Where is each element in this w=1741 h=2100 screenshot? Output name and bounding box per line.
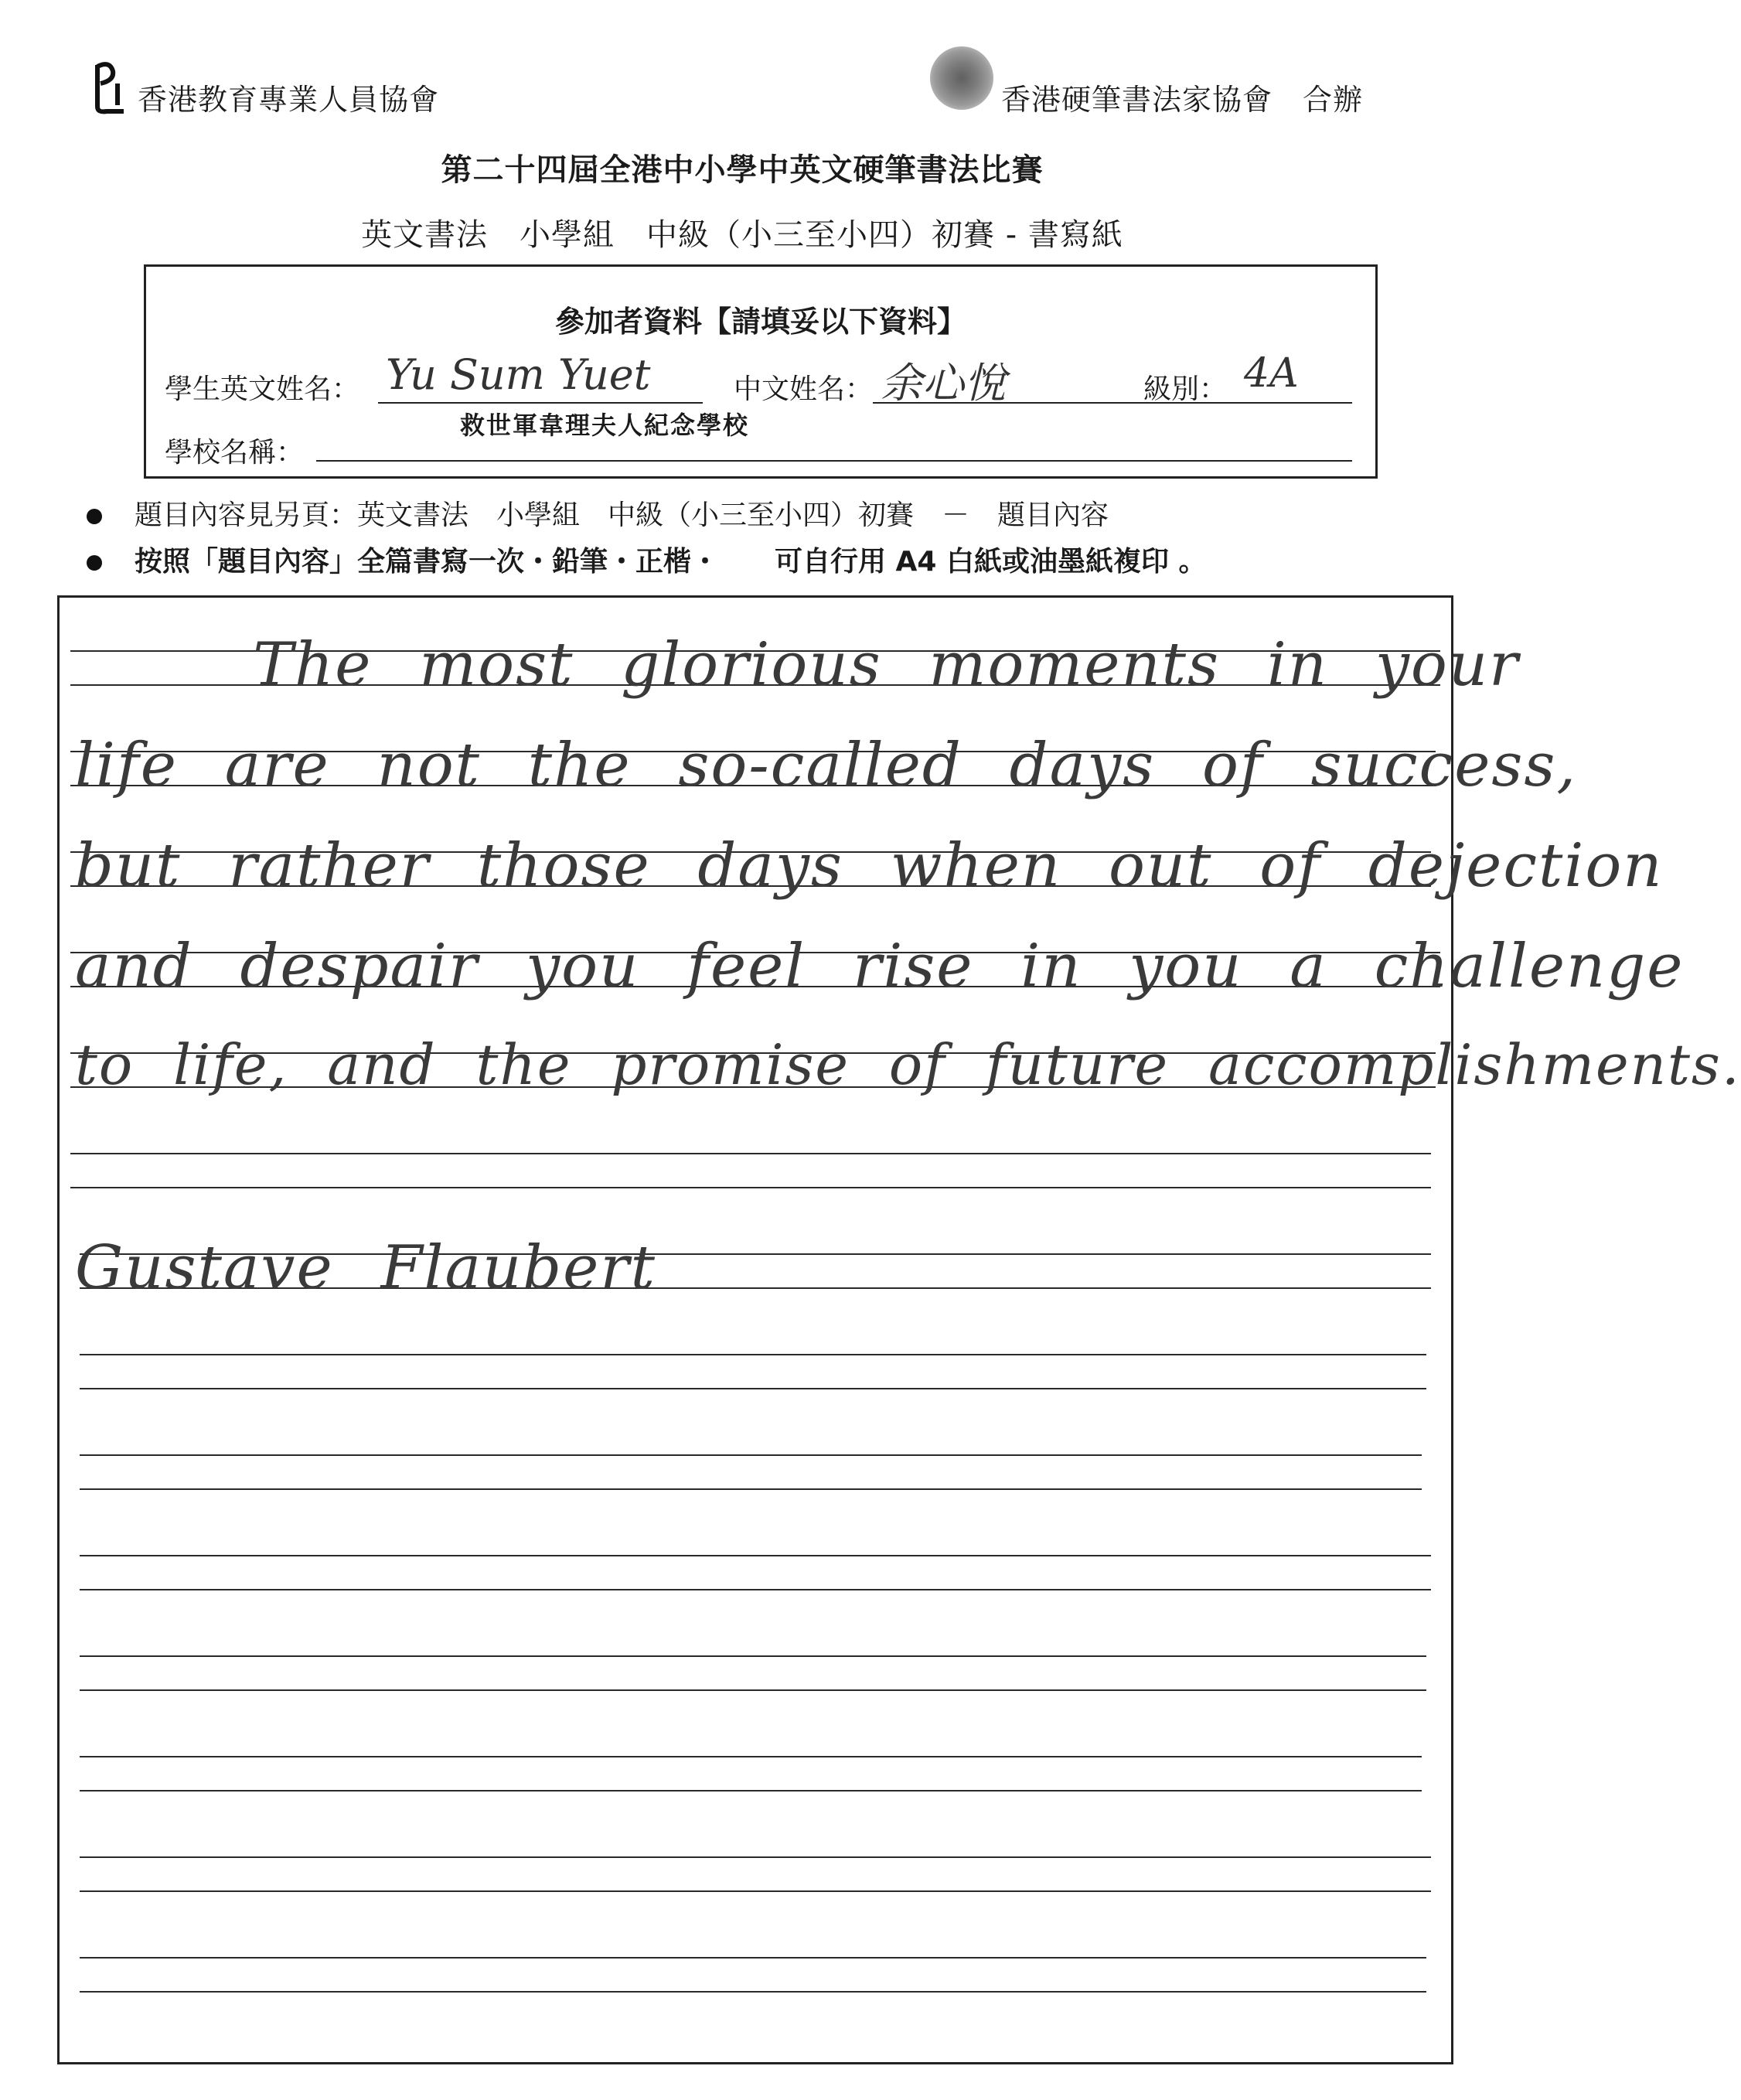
guide-line-upper: [70, 1153, 1431, 1154]
bullet-icon: [87, 555, 102, 571]
english-name-underline: [378, 402, 703, 404]
paper-subtitle: 英文書法 小學組 中級（小三至小四）初賽 - 書寫紙: [361, 217, 1123, 253]
instruction-text: 按照「題目內容」全篇書寫一次・鉛筆・正楷・ 可自行用 A4 白紙或油墨紙複印 。: [135, 546, 1207, 578]
guide-line-lower: [70, 1187, 1431, 1188]
english-name-field[interactable]: Yu Sum Yuet: [386, 350, 651, 399]
instruction-text: 題目內容見另頁：英文書法 小學組 中級（小三至小四）初賽 － 題目內容: [135, 499, 1109, 531]
class-field[interactable]: 4A: [1244, 350, 1299, 397]
school-name-label: 學校名稱：: [165, 437, 305, 469]
competition-title: 第二十四屆全港中小學中英文硬筆書法比賽: [441, 152, 1044, 188]
guide-line-lower: [80, 1388, 1426, 1389]
guide-line-upper: [80, 1957, 1426, 1959]
guide-line-upper: [80, 1454, 1422, 1456]
english-name-label: 學生英文姓名：: [165, 373, 360, 405]
calligraphy-association-seal-icon: [930, 46, 993, 110]
guide-line-upper: [80, 1756, 1422, 1757]
handwritten-line: but rather those days when out of dejection: [75, 831, 1664, 901]
handwritten-line: to life, and the promise of future accomplishments.: [75, 1032, 1741, 1097]
guide-line-lower: [80, 1790, 1422, 1791]
guide-line-lower: [80, 1589, 1431, 1590]
guide-line-upper: [80, 1354, 1426, 1355]
organizer-right-name: 香港硬筆書法家協會 合辦: [1001, 83, 1364, 117]
instruction-item: [87, 540, 1207, 579]
organizer-left-name: 香港教育專業人員協會: [138, 83, 440, 117]
writing-paper: [57, 595, 1741, 2064]
guide-line-lower: [80, 1890, 1431, 1892]
participant-info-box: [144, 264, 1378, 479]
class-underline: [1236, 402, 1352, 404]
school-name-stamp[interactable]: 救世軍韋理夫人紀念學校: [460, 411, 750, 440]
handwritten-line: and despair you feel rise in you a challenge: [75, 932, 1685, 1001]
guide-line-upper: [80, 1655, 1426, 1657]
chinese-name-label: 中文姓名：: [734, 373, 874, 405]
class-label: 級別：: [1143, 373, 1228, 405]
instruction-item: [87, 493, 1109, 533]
chinese-name-field[interactable]: 余心悅: [881, 359, 1006, 407]
bullet-icon: [87, 509, 102, 524]
guide-line-upper: [80, 1555, 1431, 1556]
handwritten-line: The most glorious moments in your: [253, 630, 1520, 700]
handwritten-line: life are not the so-called days of success,: [75, 731, 1578, 800]
handwritten-line: Gustave Flaubert: [75, 1233, 656, 1303]
association-logo-icon: [87, 60, 133, 114]
guide-line-upper: [80, 1856, 1431, 1858]
guide-line-lower: [80, 1991, 1426, 1993]
info-heading: 參加者資料【請填妥以下資料】: [554, 305, 966, 339]
guide-line-lower: [80, 1689, 1426, 1691]
school-name-underline: [316, 460, 1352, 462]
guide-line-lower: [80, 1488, 1422, 1490]
